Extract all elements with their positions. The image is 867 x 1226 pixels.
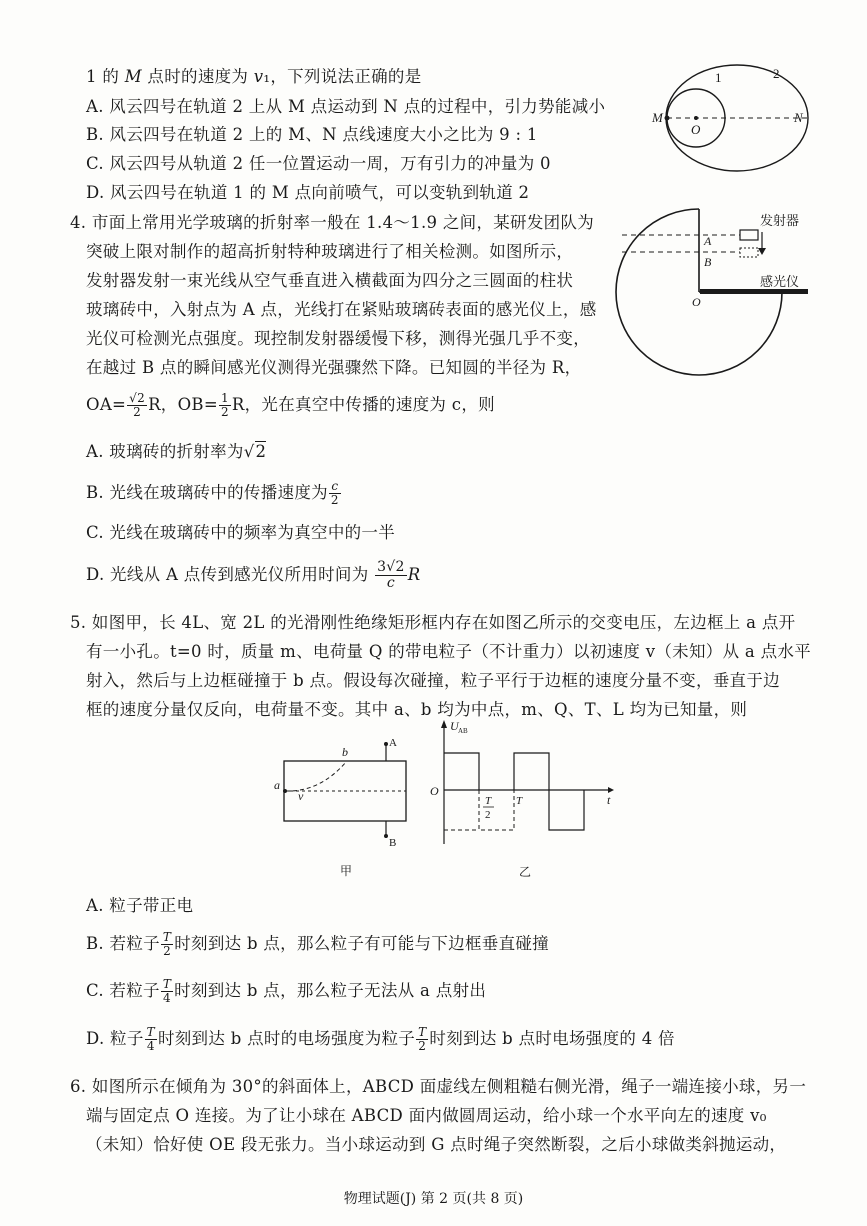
- fig-jia-caption: 甲: [340, 864, 353, 878]
- q4-option-c[interactable]: C. 光线在玻璃砖中的频率为真空中的一半: [86, 523, 396, 542]
- down-arrow-icon: [758, 248, 766, 255]
- u-axis-subscript: AB: [458, 727, 468, 735]
- orbit-2-label: 2: [773, 66, 780, 81]
- q5-option-c[interactable]: C. 若粒子 $\frac{T}{4}$ 时刻到达 b 点，那么粒子无法从 a 点射出: [86, 977, 487, 1005]
- q3-option-b[interactable]: B. 风云四号在轨道 2 上的 M、N 点线速度大小之比为 9 : 1: [86, 125, 538, 144]
- q6-line-1: 6. 如图所示在倾角为 30°的斜面体上，ABCD 面虚线左侧粗糙右侧光滑，绳子一端连接小球，另一: [70, 1077, 807, 1096]
- q5-line-4: 框的速度分量仅反向，电荷量不变。其中 a、b 均为中点，m、Q、T、L 均为已知量，则: [86, 700, 748, 719]
- period-label: T: [516, 795, 523, 807]
- q5-option-a[interactable]: A. 粒子带正电: [86, 896, 194, 915]
- point-b-label: b: [342, 745, 348, 759]
- q5-fig-yi: [424, 716, 624, 884]
- point-a-label: a: [274, 778, 280, 792]
- point-m-label: M: [652, 110, 663, 125]
- q6-line-3: （未知）恰好使 OE 段无张力。当小球运动到 G 点时绳子突然断裂，之后小球做类斜抛运动，: [86, 1135, 787, 1154]
- q5-option-b[interactable]: B. 若粒子 $\frac{T}{2}$ 时刻到达 b 点，那么粒子有可能与下边框垂直碰撞: [86, 930, 549, 958]
- point-a-label: A: [704, 234, 712, 248]
- point-b-label: B: [704, 255, 712, 269]
- q3-option-c[interactable]: C. 风云四号从轨道 2 任一位置运动一周，万有引力的冲量为 0: [86, 154, 551, 173]
- emitter-icon: [740, 230, 758, 240]
- t-axis-label: t: [607, 793, 611, 807]
- q4-glass-diagram: [612, 198, 837, 388]
- q4-line-4: 玻璃砖中，入射点为 A 点，光线打在紧贴玻璃砖表面的感光仪上，感: [86, 300, 597, 319]
- q3-stem-segment: v: [253, 67, 264, 86]
- sensor-label: 感光仪: [760, 274, 800, 289]
- q5-line-1: 5. 如图甲，长 4L、宽 2L 的光滑刚性绝缘矩形框内存在如图乙所示的交变电压，左边框上 a 点开: [70, 613, 796, 632]
- point-o-label: O: [691, 122, 701, 137]
- u-axis-label: U: [450, 719, 459, 733]
- q4-option-a[interactable]: A. 玻璃砖的折射率为√2: [86, 442, 267, 461]
- sensor-plate: [700, 289, 808, 294]
- q5-fig-jia: [268, 732, 418, 882]
- q4-given: OA= $\frac{√2}{2}$ R，OB= $\frac{1}{2}$ R，光在真空中传播的速度为 c，则: [86, 391, 495, 419]
- point-o-label: O: [692, 295, 701, 309]
- fig-yi-caption: 乙: [519, 865, 532, 879]
- q3-orbit-diagram: [640, 58, 820, 193]
- origin-label: O: [430, 784, 439, 798]
- point-n-label: N: [794, 110, 803, 125]
- q6-line-2: 端与固定点 O 连接。为了让小球在 ABCD 面内做圆周运动，给小球一个水平向左的速度 v₀: [86, 1106, 767, 1125]
- q3-stem-segment: M: [124, 67, 142, 86]
- plate-b-label: B: [389, 837, 397, 849]
- plate-a-label: A: [389, 737, 397, 749]
- q3-stem-end: [86, 66, 422, 88]
- half-period-num: T: [485, 795, 492, 807]
- q5-line-3: 射入，然后与上边框碰撞于 b 点。假设每次碰撞，粒子平行于边框的速度分量不变，垂直于边: [86, 671, 780, 690]
- page-footer: 物理试题(J) 第 2 页(共 8 页): [343, 1191, 524, 1207]
- emitter-label: 发射器: [760, 213, 800, 228]
- q3-stem-segment: ₁，下列说法正确的是: [263, 67, 422, 86]
- velocity-label: v: [298, 789, 304, 803]
- q3-option-d[interactable]: D. 风云四号在轨道 1 的 M 点向前喷气，可以变轨到轨道 2: [86, 183, 530, 202]
- q5-option-d[interactable]: D. 粒子 $\frac{T}{4}$ 时刻到达 b 点时的电场强度为粒子 $\frac{T}{2}$ 时刻到达 b 点时电场强度的 4 倍: [86, 1025, 675, 1053]
- q3-option-a[interactable]: A. 风云四号在轨道 2 上从 M 点运动到 N 点的过程中，引力势能减小: [86, 97, 606, 116]
- q5-line-2: 有一小孔。t=0 时，质量 m、电荷量 Q 的带电粒子（不计重力）以初速度 v（未知）从 a 点水平: [86, 642, 811, 661]
- q3-stem-segment: 1 的: [86, 67, 125, 86]
- q3-stem-segment: 点时的速度为: [141, 67, 254, 86]
- q4-line-6: 在越过 B 点的瞬间感光仪测得光强骤然下降。已知圆的半径为 R，: [86, 358, 582, 377]
- q4-line-1: 4. 市面上常用光学玻璃的折射率一般在 1.4～1.9 之间，某研发团队为: [70, 213, 595, 232]
- q4-line-5: 光仪可检测光点强度。现控制发射器缓慢下移，测得光强几乎不变，: [86, 329, 590, 348]
- half-period-den: 2: [485, 809, 491, 821]
- q4-line-3: 发射器发射一束光线从空气垂直进入横截面为四分之三圆面的柱状: [86, 271, 574, 290]
- q4-option-d[interactable]: D. 光线从 A 点传到感光仪所用时间为 $\frac{3√2}{c}$ R: [86, 559, 421, 591]
- q4-line-2: 突破上限对制作的超高折射特种玻璃进行了相关检测。如图所示，: [86, 242, 574, 261]
- orbit-1-label: 1: [715, 70, 722, 85]
- q4-option-b[interactable]: B. 光线在玻璃砖中的传播速度为 $\frac{c}{2}$: [86, 479, 339, 507]
